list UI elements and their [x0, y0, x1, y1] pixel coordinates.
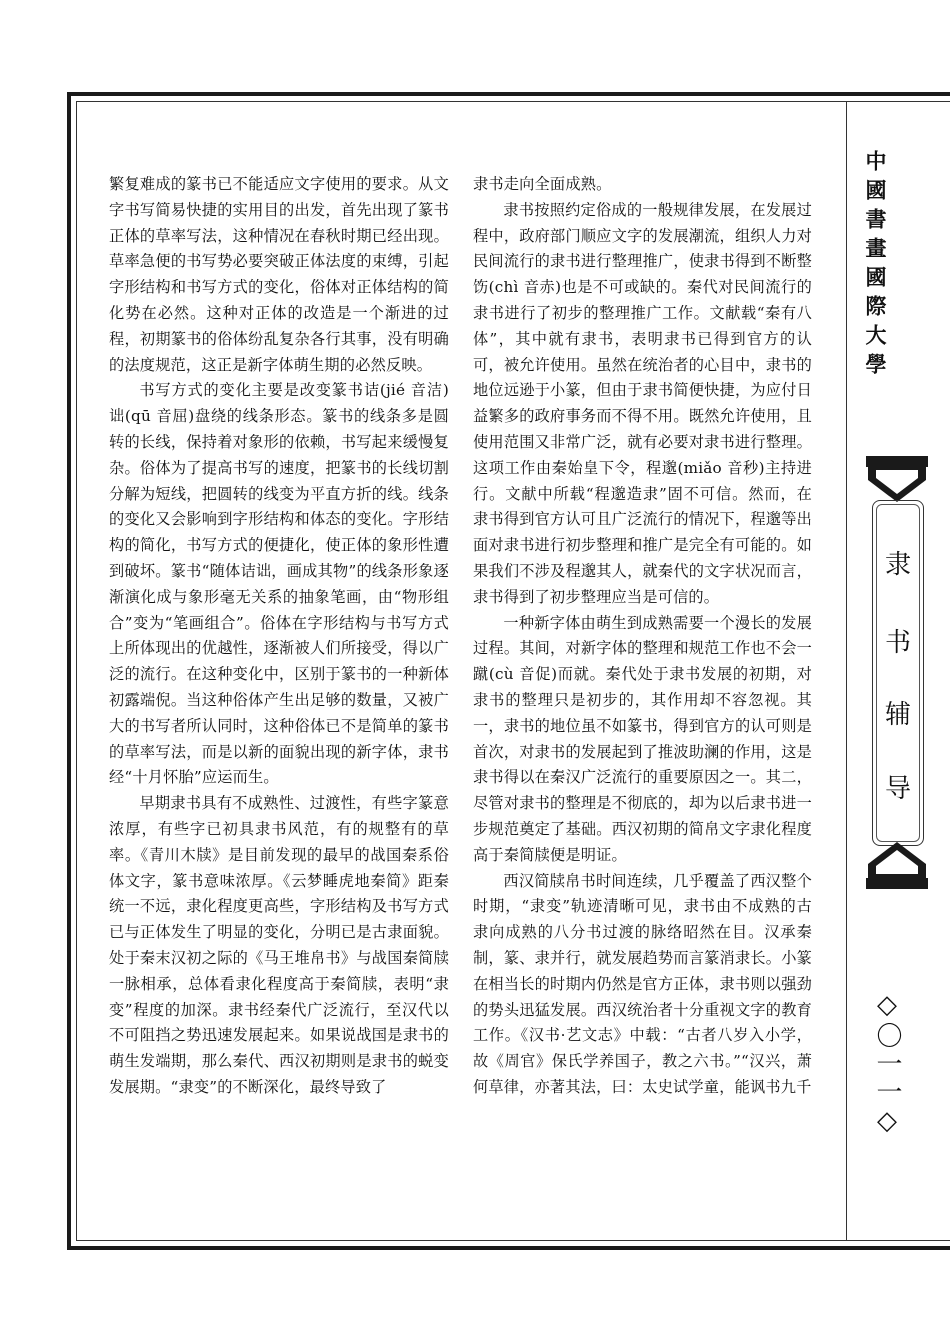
chevron-ornament-top [868, 466, 926, 502]
paragraph: 繁复难成的篆书已不能适应文字使用的要求。从文字书写简易快捷的实用目的出发，首先出现了篆书正体的草率写法，这种情况在春秋时期已经出现。草率急便的书写势必要突破正体法度的束缚，引起字形结构和书写方式的变化，俗体对正体结构的简化势在必然。这种对正体的改造是一个渐进的过程，初期篆书的俗体纷乱复杂各行其事，没有明确的法度规范，这正是新字体萌生期的必然反映。 [109, 175, 449, 374]
paragraph: 早期隶书具有不成熟性、过渡性，有些字篆意浓厚，有些字已初具隶书风范，有的规整有的草率。《青川木牍》是目前发现的最早的战国秦系俗体文字，篆书意味浓厚。《云梦睡虎地秦简》距秦统一不远，隶化程度更高些，字形结构及书写方式已与正体发生了明显的变化，分明已是古隶面貌。处于秦末汉初之际的《马王堆帛书》与战国秦简牍一脉相承，总体看隶化程度高于秦简牍，表明“隶变”程度的加深。隶书经秦代广泛流行，至汉代以不可阻挡之势迅速发展起来。如果说战国是隶书的萌生发端期，那么秦代、西汉初期则是隶书的蜕变发展期。“隶变”的不断深化，最终导致了 [109, 794, 449, 1096]
paragraph: 一种新字体由萌生到成熟需要一个漫长的发展过程。其间，对新字体的整理和规范工作也不会一蹴(cù 音促)而就。秦代处于隶书发展的初期，对隶书的整理只是初步的，其作用却不容忽视。其一，隶书的地位虽不如篆书，得到官方的认可则是首次，对隶书的发展起到了推波助澜的作用，这是隶书得以在秦汉广泛流行的重要原因之一。其二，尽管对隶书的整理是不彻底的，却为以后隶书进一步规范奠定了基础。西汉初期的简帛文字隶化程度高于秦简牍便是明证。 [473, 613, 812, 864]
paragraph: 隶书按照约定俗成的一般规律发展，在发展过程中，政府部门顺应文字的发展潮流，组织人力对民间流行的隶书进行整理推广，使隶书得到不断整饬(chì 音赤)也是不可或缺的。秦代对民间流行的隶书进行了初步的整理推广工作。文献载“秦有八体”，其中就有隶书，表明隶书已得到官方的认可，被允许使用。虽然在统治者的心目中，隶书的地位远逊于小篆，但由于隶书简便快捷，为应付日益繁多的政府事务而不得不用。既然允许使用，且使用范围又非常广泛，就有必要对隶书进行整理。这项工作由秦始皇下令，程邈(miǎo 音秒)主持进行。文献中所载“程邈造隶”固不可信。然而，在隶书得到官方认可且广泛流行的情况下，程邈等出面对隶书进行初步整理和推广是完全有可能的。如果我们不涉及程邈其人，就秦代的文字状况而言，隶书得到了初步整理应当是可信的。 [473, 200, 812, 606]
title-char: 隶 [884, 550, 911, 580]
title-char: 书 [884, 628, 911, 658]
chevron-ornament-bottom [868, 842, 926, 878]
title-char: 辅 [884, 700, 911, 730]
text-column-right [473, 172, 812, 1101]
side-divider [846, 101, 847, 1241]
paragraph: 西汉简牍帛书时间连续，几乎覆盖了西汉整个时期，“隶变”轨迹清晰可见，隶书由不成熟的古隶向成熟的八分书过渡的脉络昭然在目。汉承秦制，篆、隶并行，就发展趋势而言篆消隶长。小篆在相当长的时期内仍然是官方正体，隶书则以强劲的势头迅猛发展。西汉统治者十分重视文字的教育工作。《汉书·艺文志》中载：“古者八岁入小学，故《周官》保氏学养国子，教之六书。”“汉兴，萧何草律，亦著其法，曰：太史试学童，能讽书九千 [473, 871, 812, 1096]
school-name: 中國書畫國際大學 [863, 150, 887, 382]
paragraph: 隶书走向全面成熟。 [473, 175, 612, 193]
title-bar-bottom [866, 878, 928, 889]
paragraph: 书写方式的变化主要是改变篆书诘(jié 音洁)诎(qū 音屈)盘绕的线条形态。篆书的线条多是圆转的长线，保持着对象形的依赖，书写起来缓慢复杂。俗体为了提高书写的速度，把篆书的长线切割分解为短线，把圆转的线变为平直方折的线。线条的变化又会影响到字形结构和体态的变化。字形结构的简化，书写方式的便捷化，使正体的象形性遭到破坏。篆书“随体诘诎，画成其物”的线条形象逐渐演化成与象形毫无关系的抽象笔画，由“物形组合”变为“笔画组合”。俗体在字形结构与书写方式上所体现出的优越性，逐渐被人们所接受，得以广泛的流行。在这种变化中，区别于篆书的一种新体初露端倪。当这种俗体产生出足够的数量，又被广大的书写者所认同时，这种俗体已不是简单的篆书的草率写法，而是以新的面貌出现的新字体，隶书经“十月怀胎”应运而生。 [109, 381, 449, 787]
text-column-left [109, 172, 449, 1101]
title-char: 导 [884, 774, 911, 804]
page-number: ◇〇一一◇ [872, 990, 902, 1138]
